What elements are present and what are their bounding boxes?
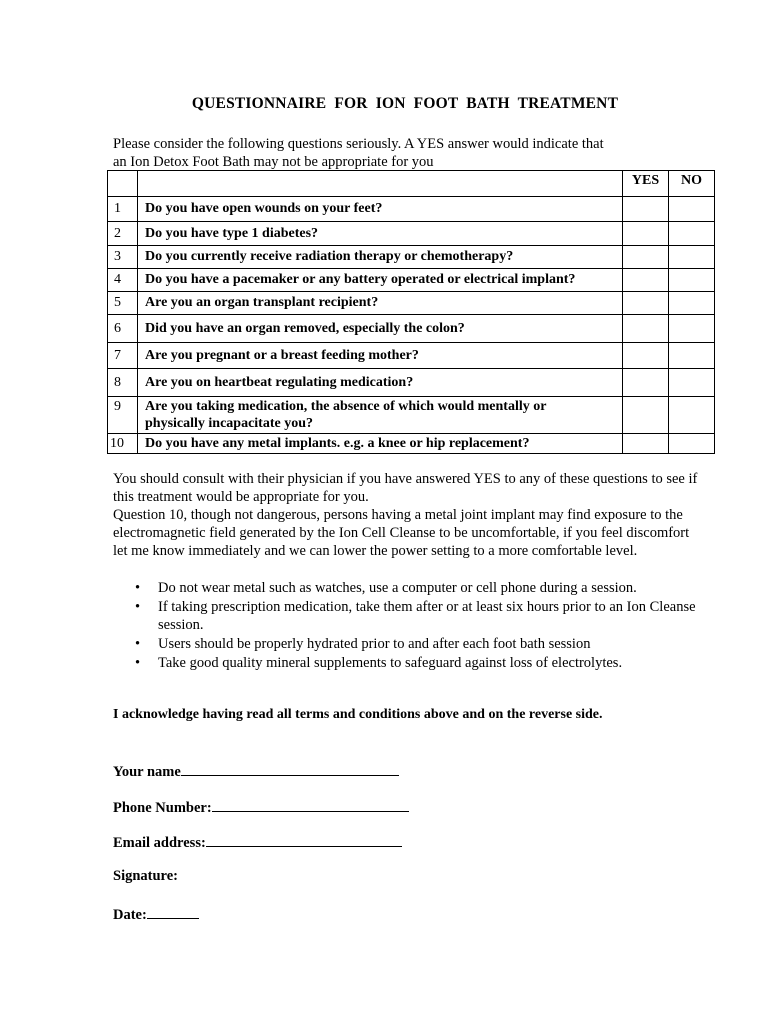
question-row	[108, 315, 715, 343]
question-number: 3	[108, 246, 138, 269]
yes-answer-cell[interactable]	[623, 397, 669, 434]
no-answer-cell[interactable]	[669, 369, 715, 397]
paragraph-line: this treatment would be appropriate for you.	[113, 489, 369, 505]
email-input-line[interactable]	[206, 832, 402, 847]
question-number: 2	[108, 222, 138, 246]
question-text-line: Are you taking medication, the absence of which would mentally or	[145, 399, 547, 414]
list-item-text: Users should be properly hydrated prior to and after each foot bath session	[158, 636, 591, 652]
consult-paragraph	[113, 470, 738, 560]
paragraph-line: Question 10, though not dangerous, persons having a metal joint implant may find exposure to the	[113, 507, 683, 523]
question-text: Are you pregnant or a breast feeding mother?	[138, 343, 623, 369]
intro-line: an Ion Detox Foot Bath may not be appropriate for you	[113, 154, 434, 170]
question-row	[108, 222, 715, 246]
question-number: 7	[108, 343, 138, 369]
no-answer-cell[interactable]	[669, 343, 715, 369]
yes-answer-cell[interactable]	[623, 222, 669, 246]
bullet-icon: •	[135, 655, 141, 671]
no-answer-cell[interactable]	[669, 434, 715, 454]
list-item-text: session.	[158, 617, 204, 633]
yes-answer-cell[interactable]	[623, 269, 669, 292]
phone-input-line[interactable]	[212, 797, 409, 812]
precautions-list	[113, 579, 738, 673]
phone-label: Phone Number:	[113, 800, 212, 816]
question-text: Do you have a pacemaker or any battery operated or electrical implant?	[138, 269, 623, 292]
yes-answer-cell[interactable]	[623, 343, 669, 369]
no-column-header: NO	[669, 171, 715, 197]
question-number: 1	[108, 197, 138, 222]
question-text: Are you on heartbeat regulating medication?	[138, 369, 623, 397]
yes-answer-cell[interactable]	[623, 369, 669, 397]
no-answer-cell[interactable]	[669, 292, 715, 315]
question-text	[138, 397, 623, 434]
phone-field	[113, 797, 409, 817]
name-input-line[interactable]	[181, 761, 399, 776]
no-answer-cell[interactable]	[669, 315, 715, 343]
list-item-text: If taking prescription medication, take them after or at least six hours prior to an Ion Cleanse	[158, 599, 696, 615]
no-answer-cell[interactable]	[669, 222, 715, 246]
date-label: Date:	[113, 907, 147, 923]
question-text: Do you have open wounds on your feet?	[138, 197, 623, 222]
yes-answer-cell[interactable]	[623, 246, 669, 269]
name-label: Your name	[113, 764, 181, 780]
question-number: 4	[108, 269, 138, 292]
question-text: Are you an organ transplant recipient?	[138, 292, 623, 315]
no-answer-cell[interactable]	[669, 269, 715, 292]
intro-line: Please consider the following questions seriously. A YES answer would indicate that	[113, 136, 604, 152]
yes-column-header: YES	[623, 171, 669, 197]
question-text: Do you currently receive radiation therapy or chemotherapy?	[138, 246, 623, 269]
paragraph-line: electromagnetic field generated by the Ion Cell Cleanse to be uncomfortable, if you feel discomfort	[113, 525, 690, 541]
question-number: 5	[108, 292, 138, 315]
list-item-text: Do not wear metal such as watches, use a computer or cell phone during a session.	[158, 580, 637, 596]
bullet-icon: •	[135, 599, 141, 615]
list-item	[113, 579, 738, 597]
email-field	[113, 832, 402, 852]
question-text: Do you have type 1 diabetes?	[138, 222, 623, 246]
question-number: 8	[108, 369, 138, 397]
signature-field	[113, 868, 178, 885]
question-row	[108, 343, 715, 369]
date-field	[113, 904, 199, 924]
question-row	[108, 246, 715, 269]
question-number: 10	[108, 434, 138, 454]
yes-answer-cell[interactable]	[623, 434, 669, 454]
list-item	[113, 654, 738, 672]
question-row	[108, 397, 715, 434]
question-row	[108, 269, 715, 292]
intro-text	[113, 135, 733, 171]
no-answer-cell[interactable]	[669, 197, 715, 222]
no-answer-cell[interactable]	[669, 397, 715, 434]
bullet-icon: •	[135, 636, 141, 652]
question-text: Do you have any metal implants. e.g. a knee or hip replacement?	[138, 434, 623, 454]
name-field	[113, 761, 399, 781]
paragraph-line: You should consult with their physician if you have answered YES to any of these questions to see if	[113, 471, 698, 487]
email-label: Email address:	[113, 835, 206, 851]
question-text: Did you have an organ removed, especially the colon?	[138, 315, 623, 343]
date-input-line[interactable]	[147, 904, 199, 919]
question-number: 6	[108, 315, 138, 343]
question-row	[108, 369, 715, 397]
list-item	[113, 635, 738, 653]
signature-label: Signature:	[113, 868, 178, 884]
question-number: 9	[108, 397, 138, 434]
yes-answer-cell[interactable]	[623, 315, 669, 343]
document-title: QUESTIONNAIRE FOR ION FOOT BATH TREATMENT	[191, 95, 619, 112]
question-row	[108, 197, 715, 222]
question-row	[108, 292, 715, 315]
list-item	[113, 598, 738, 634]
no-answer-cell[interactable]	[669, 246, 715, 269]
questionnaire-table	[107, 170, 715, 454]
question-row	[108, 434, 715, 454]
yes-answer-cell[interactable]	[623, 197, 669, 222]
question-text-line: physically incapacitate you?	[145, 416, 314, 431]
yes-answer-cell[interactable]	[623, 292, 669, 315]
paragraph-line: let me know immediately and we can lower the power setting to a more comfortable level.	[113, 543, 638, 559]
list-item-text: Take good quality mineral supplements to safeguard against loss of electrolytes.	[158, 655, 623, 671]
acknowledgement-statement: I acknowledge having read all terms and conditions above and on the reverse side.	[113, 707, 603, 722]
bullet-icon: •	[135, 580, 141, 596]
